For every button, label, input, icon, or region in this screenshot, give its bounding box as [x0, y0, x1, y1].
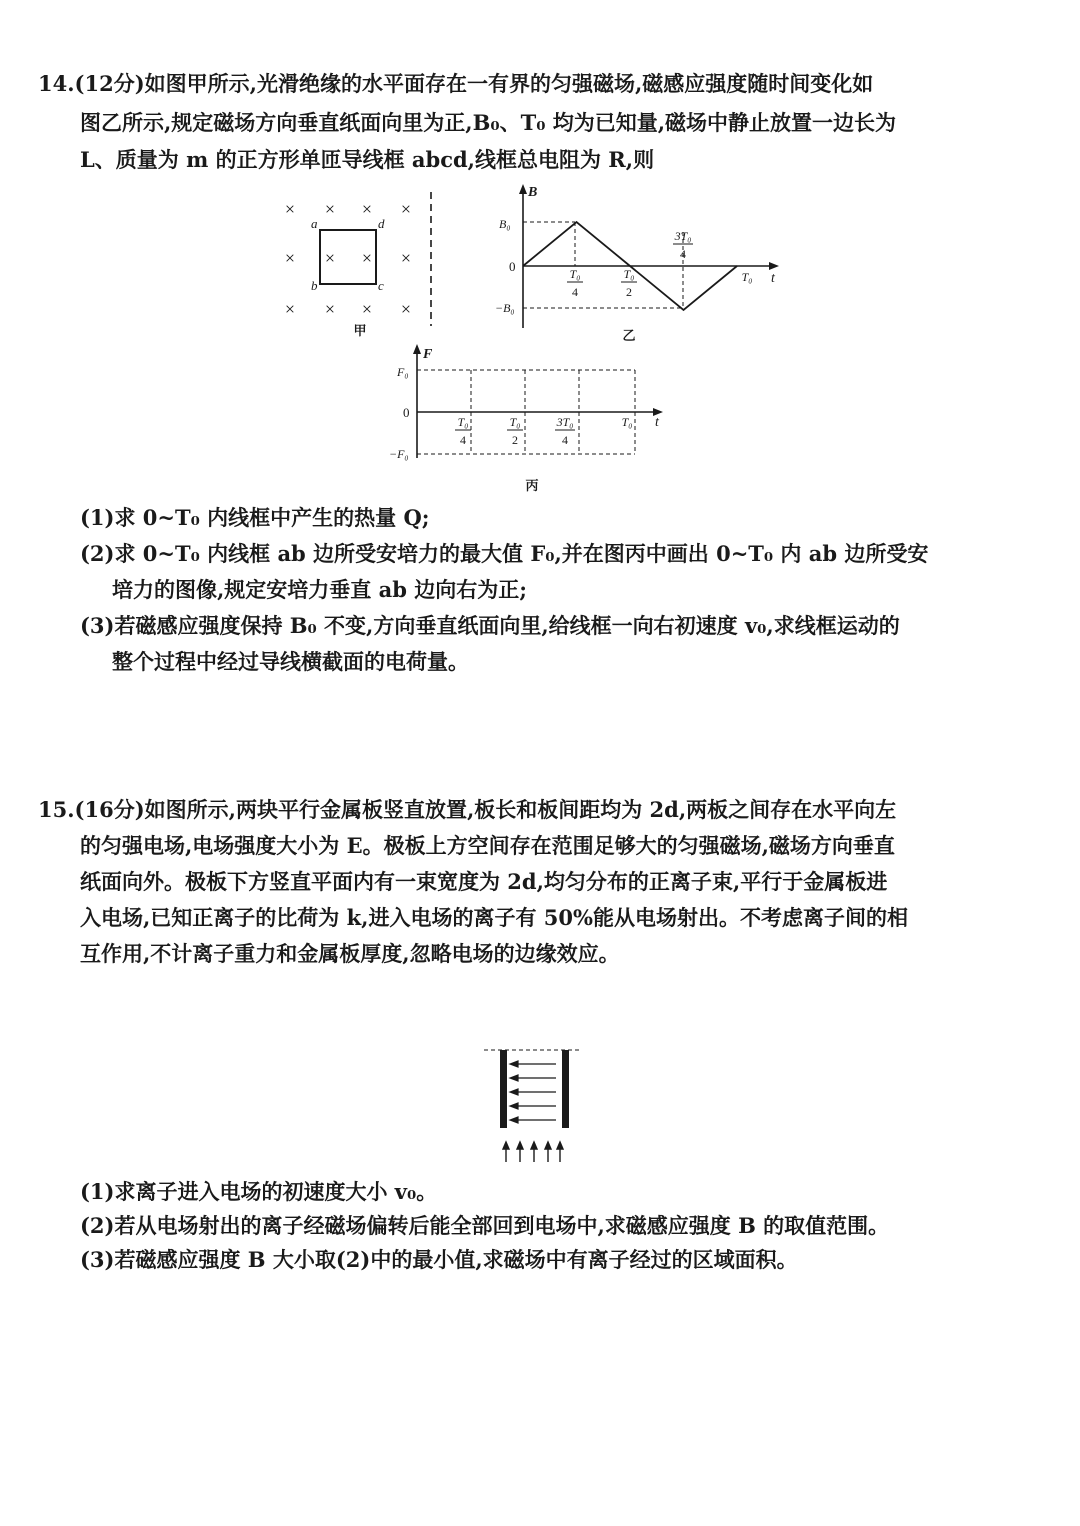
- cross-mark: ×: [284, 299, 296, 319]
- cross-mark: ×: [361, 299, 373, 319]
- cross-mark: ×: [324, 299, 336, 319]
- tick-t0-quarter-num: T₀: [569, 267, 581, 281]
- tick-3t0-den: 4: [562, 433, 568, 447]
- q14-line-1: 14.(12分)如图甲所示,光滑绝缘的水平面存在一有界的匀强磁场,磁感应强度随时间变化如: [38, 71, 874, 96]
- cross-mark: ×: [400, 248, 412, 268]
- cross-mark: ×: [324, 199, 336, 219]
- y-axis-arrow: [519, 184, 527, 194]
- tick-t0-quarter-num: T₀: [457, 415, 469, 429]
- q14-sub-3a: (3)若磁感应强度保持 B₀ 不变,方向垂直纸面向里,给线框一向右初速度 v₀,求线框运动的: [80, 613, 900, 638]
- q14-line-3: L、质量为 m 的正方形单匝导线框 abcd,线框总电阻为 R,则: [80, 147, 655, 172]
- right-plate: [562, 1050, 569, 1128]
- tick-t0-quarter-den: 4: [460, 433, 466, 447]
- cross-mark: ×: [284, 199, 296, 219]
- origin-label: 0: [509, 259, 516, 274]
- x-axis-arrow: [769, 262, 779, 270]
- x-axis-label: t: [771, 271, 775, 286]
- q15-line-5: 互作用,不计离子重力和金属板厚度,忽略电场的边缘效应。: [80, 941, 620, 966]
- field-lines: [510, 1061, 556, 1123]
- figure-jia: [270, 190, 450, 340]
- figure-plates: [480, 1040, 590, 1170]
- tick-3t0-num: 3T₀: [674, 229, 692, 243]
- tick-t0-half-den: 2: [626, 285, 632, 299]
- figure-jia-caption: 甲: [353, 323, 367, 338]
- neg-b0-label: −B₀: [495, 301, 515, 315]
- q15-sub-1: (1)求离子进入电场的初速度大小 v₀。: [80, 1179, 438, 1204]
- figure-yi-caption: 乙: [622, 328, 636, 343]
- corner-c-label: c: [378, 278, 384, 293]
- tick-t0-half-num: T₀: [509, 415, 521, 429]
- q14-sub-1: (1)求 0~T₀ 内线框中产生的热量 Q;: [80, 505, 430, 530]
- q15-sub-2: (2)若从电场射出的离子经磁场偏转后能全部回到电场中,求磁感应强度 B 的取值范围。: [80, 1213, 890, 1238]
- q14-sub-3b: 整个过程中经过导线横截面的电荷量。: [112, 649, 469, 674]
- cross-mark: ×: [284, 248, 296, 268]
- tick-t0: T₀: [741, 270, 753, 284]
- figure-yi: [495, 180, 795, 345]
- y-axis-label: F: [423, 347, 433, 362]
- figure-bing: [385, 340, 685, 495]
- y-axis-label: B: [528, 185, 538, 200]
- neg-f0-label: −F₀: [389, 447, 409, 461]
- q15-line-1: 15.(16分)如图所示,两块平行金属板竖直放置,板长和板间距均为 2d,两板之间存在水平向左: [38, 797, 897, 822]
- f0-label: F₀: [397, 365, 409, 379]
- corner-b-label: b: [311, 278, 318, 293]
- tick-t0-half-den: 2: [512, 433, 518, 447]
- field-boundary: [425, 192, 437, 327]
- cross-mark: ×: [400, 199, 412, 219]
- b0-label: B₀: [499, 217, 511, 231]
- tick-t0-half-num: T₀: [623, 267, 635, 281]
- cross-mark: ×: [361, 248, 373, 268]
- corner-a-label: a: [311, 216, 318, 231]
- q14-sub-2b: 培力的图像,规定安培力垂直 ab 边向右为正;: [112, 577, 527, 602]
- cross-mark: ×: [324, 248, 336, 268]
- ion-beam: [503, 1142, 563, 1162]
- tick-3t0-den: 4: [680, 247, 686, 261]
- x-axis-label: t: [655, 415, 659, 430]
- tick-t0-quarter-den: 4: [572, 285, 578, 299]
- figure-bing-caption: 丙: [525, 478, 539, 493]
- origin-label: 0: [403, 405, 410, 420]
- q14-line-2: 图乙所示,规定磁场方向垂直纸面向里为正,B₀、T₀ 均为已知量,磁场中静止放置一边长为: [80, 110, 897, 135]
- q14-sub-2a: (2)求 0~T₀ 内线框 ab 边所受安培力的最大值 F₀,并在图丙中画出 0~T₀ 内 ab 边所受安: [80, 541, 929, 566]
- q15-line-2: 的匀强电场,电场强度大小为 E。极板上方空间存在范围足够大的匀强磁场,磁场方向垂直: [80, 833, 895, 858]
- cross-mark: ×: [400, 299, 412, 319]
- cross-mark: ×: [361, 199, 373, 219]
- q15-line-4: 入电场,已知正离子的比荷为 k,进入电场的离子有 50%能从电场射出。不考虑离子间的相: [80, 905, 908, 930]
- corner-d-label: d: [378, 216, 385, 231]
- left-plate: [500, 1050, 507, 1128]
- tick-3t0-num: 3T₀: [556, 415, 574, 429]
- y-axis-arrow: [413, 344, 421, 354]
- q15-line-3: 纸面向外。极板下方竖直平面内有一束宽度为 2d,均匀分布的正离子束,平行于金属板进: [80, 869, 888, 894]
- q15-sub-3: (3)若磁感应强度 B 大小取(2)中的最小值,求磁场中有离子经过的区域面积。: [80, 1247, 798, 1272]
- tick-t0: T₀: [621, 415, 633, 429]
